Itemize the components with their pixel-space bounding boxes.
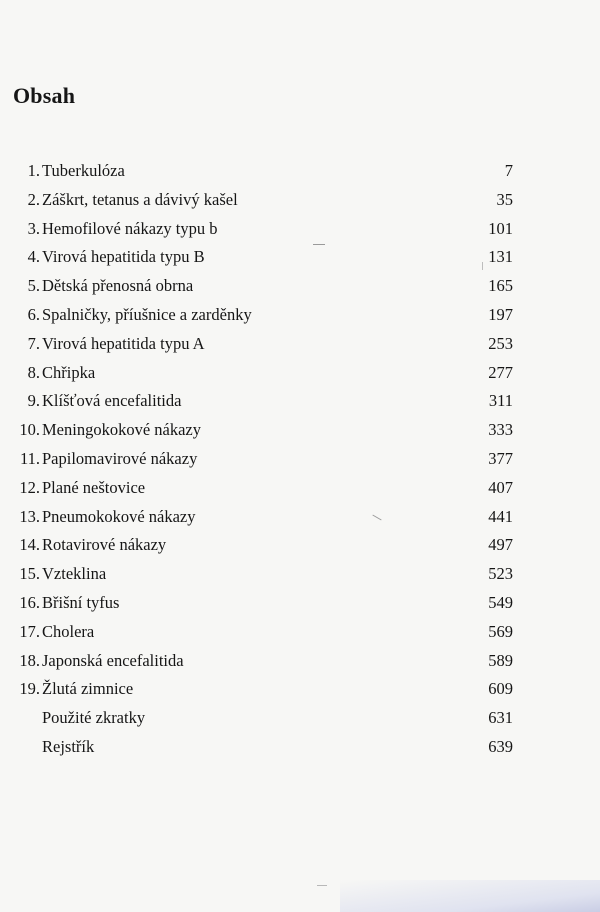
toc-entry-number: 1. [27,161,40,180]
toc-entry-title: Záškrt, tetanus a dávivý kašel [42,189,238,209]
toc-entry [0,647,600,676]
toc-entry-page: 35 [496,189,513,209]
toc-entry-number: 6. [27,304,40,324]
toc-entry-page: 523 [488,564,513,584]
toc-entry-title: Hemofilové nákazy typu b [42,218,218,238]
toc-entry-title: Vzteklina [42,564,107,584]
toc-entry-title: Meningokokové nákazy [42,420,201,440]
toc-entry-number: 3. [27,218,40,238]
toc-entry [0,618,600,647]
toc-entry [0,675,600,704]
table-of-contents [0,157,600,762]
toc-entry-number: 15. [19,564,40,584]
scan-speck [482,262,483,270]
toc-entry-number: 19. [19,679,40,699]
toc-entry-page: 549 [488,592,513,612]
toc-entry-number: 14. [19,535,40,555]
toc-entry-page: 131 [488,247,513,267]
toc-entry [0,503,600,532]
toc-entry-page: 101 [488,218,513,238]
toc-entry [0,359,600,388]
toc-entry [0,445,600,474]
toc-entry-title: Spalničky, příušnice a zarděnky [42,304,252,324]
toc-entry-number: 17. [19,621,40,641]
scan-speck [317,885,327,886]
toc-entry-page: 589 [488,650,513,670]
toc-entry-title: Použité zkratky [42,708,146,728]
toc-entry-page: 377 [488,448,513,468]
toc-entry-number: 2. [27,189,40,209]
toc-entry-number: 5. [27,276,40,296]
toc-entry-page: 7 [504,161,513,180]
toc-entry-page: 407 [488,477,513,497]
toc-entry [0,301,600,330]
toc-entry [0,704,600,733]
toc-entry-number: 16. [19,592,40,612]
toc-entry-number: 11. [19,448,40,468]
toc-entry [0,474,600,503]
toc-entry-page: 569 [488,621,513,641]
toc-entry [0,243,600,272]
toc-entry-page: 441 [488,506,513,526]
page-title: Obsah [13,83,76,108]
toc-entry-page: 497 [488,535,513,555]
toc-entry-page: 333 [488,420,513,440]
toc-entry [0,272,600,301]
toc-entry [0,387,600,416]
toc-entry [0,733,600,762]
toc-entry-page: 277 [488,362,513,382]
toc-entry-title: Japonská encefalitida [42,650,184,670]
toc-entry [0,186,600,215]
toc-entry [0,589,600,618]
toc-entry-title: Rejstřík [42,736,95,756]
toc-entry-number: 12. [19,477,40,497]
toc-entry-title: Břišní tyfus [42,592,120,612]
toc-entry-page: 639 [488,736,513,756]
toc-entry-number: 9. [27,391,40,411]
toc-entry-title: Cholera [42,621,95,641]
toc-entry-title: Chřipka [42,362,96,382]
toc-entry-title: Dětská přenosná obrna [42,276,194,296]
toc-entry-title: Virová hepatitida typu B [42,247,205,267]
toc-entry-page: 311 [488,391,513,411]
toc-entry [0,531,600,560]
toc-entry-number: 8. [27,362,40,382]
toc-entry-number: 18. [19,650,40,670]
toc-entry-page: 165 [488,276,513,296]
scan-speck [313,244,325,245]
toc-entry-title: Virová hepatitida typu A [42,333,205,353]
toc-entry-page: 253 [488,333,513,353]
toc-entry-page: 609 [488,679,513,699]
toc-entry-title: Žlutá zimnice [42,679,134,699]
toc-entry-page: 197 [488,304,513,324]
toc-entry-number: 4. [27,247,40,267]
toc-entry-title: Papilomavirové nákazy [42,448,198,468]
toc-entry [0,416,600,445]
scan-edge-shadow [340,880,600,912]
toc-entry-title: Rotavirové nákazy [42,535,167,555]
toc-entry-title: Plané neštovice [42,477,146,497]
toc-entry-page: 631 [488,708,513,728]
toc-entry-title: Pneumokokové nákazy [42,506,196,526]
toc-entry-number: 10. [19,420,40,440]
toc-entry [0,215,600,244]
toc-entry-number: 13. [19,506,40,526]
toc-entry-number: 7. [27,333,40,353]
toc-entry-title: Klíšťová encefalitida [42,391,182,411]
toc-entry [0,157,600,186]
toc-entry-title: Tuberkulóza [42,161,125,180]
toc-entry [0,330,600,359]
toc-entry [0,560,600,589]
